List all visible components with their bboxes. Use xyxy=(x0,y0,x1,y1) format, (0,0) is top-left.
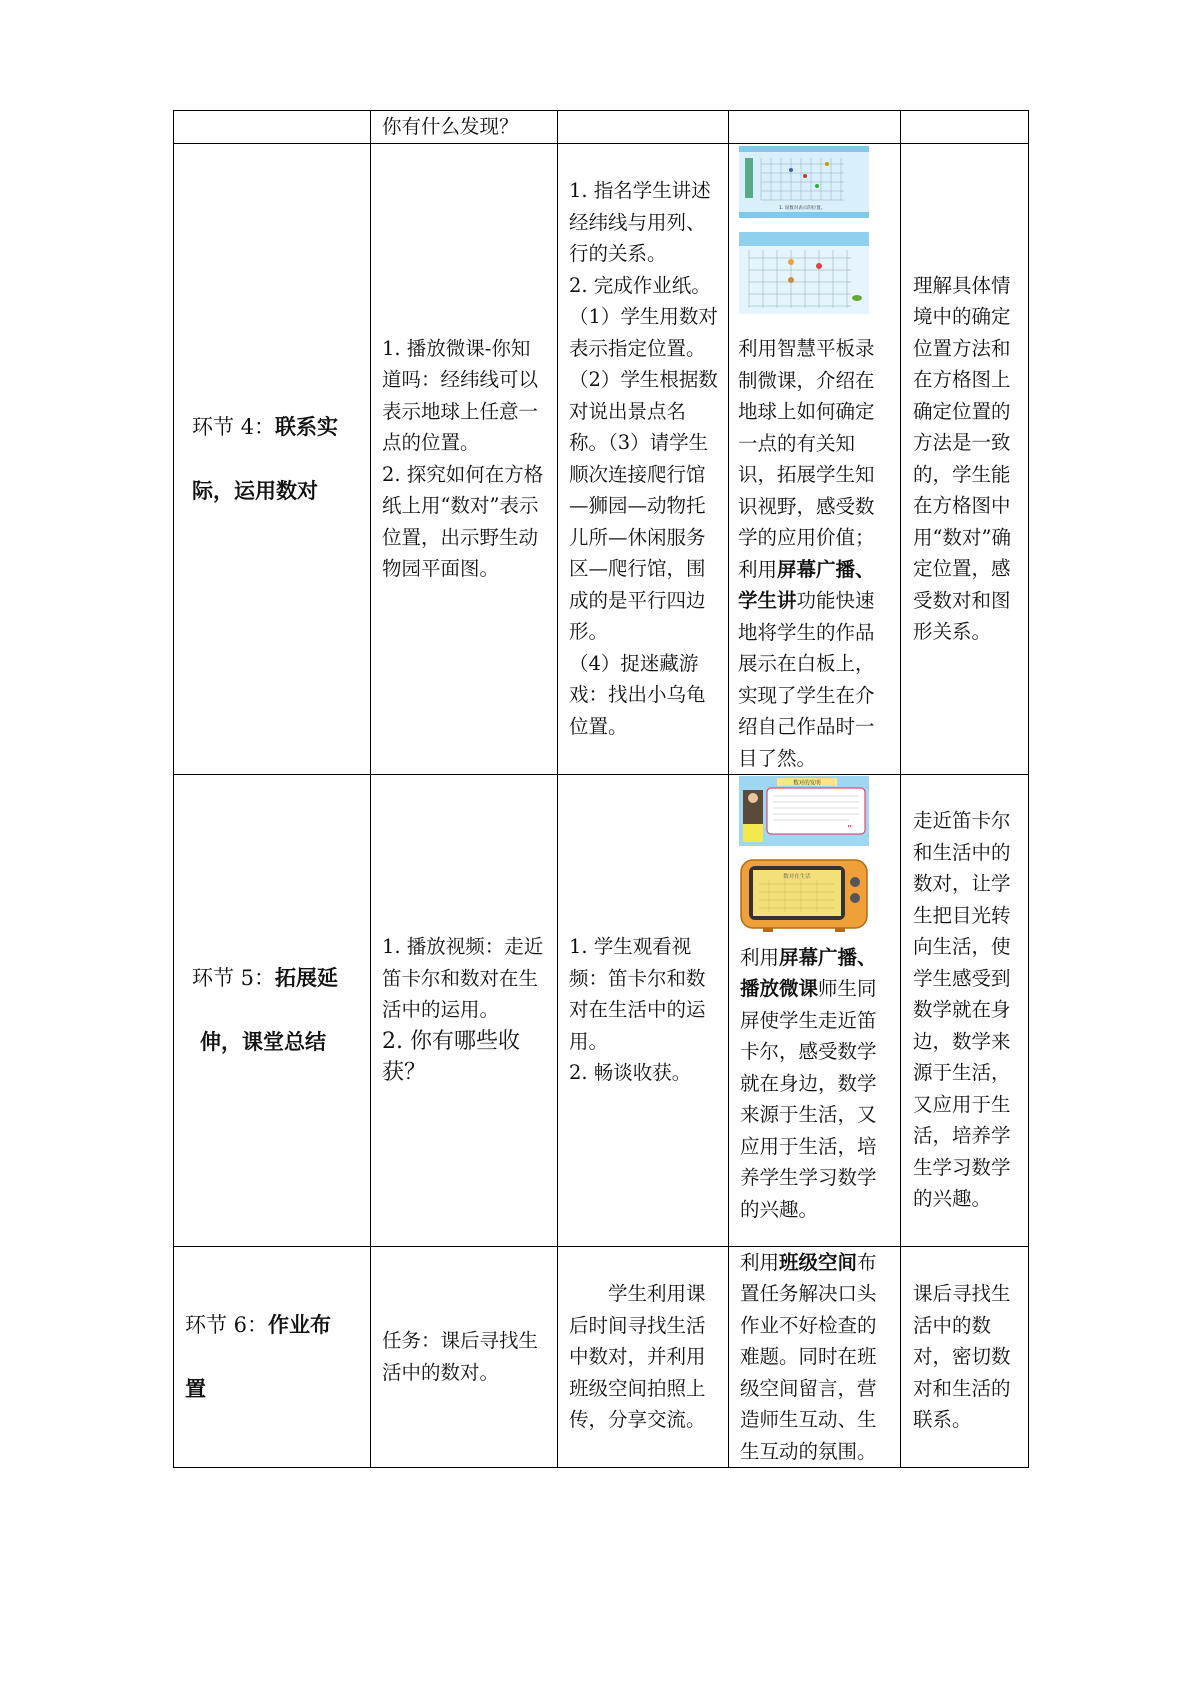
media-bold: 班级空间 xyxy=(779,1250,858,1274)
thumb3-title: 数对在生活 xyxy=(783,873,811,880)
slide-thumbnail-map xyxy=(739,232,869,314)
teacher-activity-cell xyxy=(371,774,558,1246)
media-cell xyxy=(729,111,901,144)
student-activity-cell xyxy=(558,1246,729,1468)
student-step: （4）捉迷藏游戏：找出小乌龟位置。 xyxy=(569,651,706,738)
student-activity-cell xyxy=(558,774,729,1246)
thumb2-title: 数对的发明 xyxy=(793,780,821,786)
stage-prefix: 环节 6： xyxy=(185,1312,269,1337)
media-text: 利用屏幕广播、播放微课师生同屏使学生走近笛卡尔，感受数学就在身边，数学来源于生活，又应用于生活，培养学生学习数学的兴趣。 xyxy=(740,945,877,1221)
student-activity-cell xyxy=(558,111,729,144)
student-step: 2. 完成作业纸。（1）学生用数对表示指定位置。（2）学生根据数对说出景点名称。（3）请学生顺次连接爬行馆—狮园—动物托儿所—休闲服务区—爬行馆，围成的是平行四边形。 xyxy=(569,273,718,643)
intent-cell xyxy=(901,111,1029,144)
student-step: 1. 指名学生讲述经纬线与用列、行的关系。 xyxy=(569,179,711,265)
student-step: 2. 畅谈收获。 xyxy=(569,1061,692,1085)
lesson-plan-table xyxy=(173,110,1029,1468)
stage-title: 作业布 xyxy=(268,1312,332,1337)
stage-title-cont: 伸，课堂总结 xyxy=(200,1030,326,1054)
stage-cell xyxy=(174,143,371,774)
teacher-step: 2. 你有哪些收获？ xyxy=(382,1028,520,1086)
teacher-step: 1. 播放视频：走近笛卡尔和数对在生活中的运用。 xyxy=(382,935,544,1022)
thumb1-caption: 1. 说数对表示的位置。 xyxy=(779,205,826,211)
stage-cell xyxy=(174,111,371,144)
intent-cell xyxy=(901,774,1029,1246)
stage-title: 拓展延 xyxy=(275,966,339,990)
media-text: 利用智慧平板录制微课，介绍在地球上如何确定一点的有关知识，拓展学生知识视野，感受数学的应用价值；利用屏幕广播、学生讲功能快速地将学生的作品展示在白板上，实现了学生在介绍自己作品时一目了然。 xyxy=(738,337,875,770)
stage-cell xyxy=(174,1246,371,1468)
intent-cell xyxy=(901,1246,1029,1468)
media-bold: 屏幕广播、学生讲 xyxy=(738,557,875,612)
media-text: 利用班级空间布置任务解决口头作业不好检查的难题。同时在班级空间留言，营造师生互动、生生互动的氛围。 xyxy=(740,1250,877,1463)
table-row xyxy=(174,774,1029,1246)
stage-title-cont: 置 xyxy=(185,1376,206,1401)
student-text: 学生利用课后时间寻找生活中数对，并利用班级空间拍照上传，分享交流。 xyxy=(569,1282,706,1431)
svg-text:”: ” xyxy=(847,823,853,835)
stage-cell xyxy=(174,774,371,1246)
intent-text: 课后寻找生活中的数对，密切数对和生活的联系。 xyxy=(913,1282,1011,1431)
table-row xyxy=(174,111,1029,144)
teacher-text: 任务：课后寻找生活中的数对。 xyxy=(382,1329,539,1384)
table-row xyxy=(174,1246,1029,1468)
stage-title-cont: 际，运用数对 xyxy=(192,478,318,503)
stage-prefix: 环节 4： xyxy=(192,414,276,439)
intent-text: 理解具体情境中的确定位置方法和在方格图上确定位置的方法是一致的，学生能在方格图中用“数对”确定位置，感受数对和图形关系。 xyxy=(913,273,1011,643)
slide-thumbnail-descartes xyxy=(739,776,869,846)
stage-title: 联系实 xyxy=(275,414,339,439)
slide-thumbnail-tv xyxy=(739,858,869,934)
intent-text: 走近笛卡尔和生活中的数对，让学生把目光转向生活，使学生感受到数学就在身边，数学来源于生活，又应用于生活，培养学生学习数学的兴趣。 xyxy=(913,809,1011,1211)
media-cell xyxy=(729,774,901,1246)
teacher-text: 你有什么发现？ xyxy=(382,115,519,138)
intent-cell xyxy=(901,143,1029,774)
student-step: 1. 学生观看视频：笛卡尔和数对在生活中的运用。 xyxy=(569,935,706,1053)
teacher-step: 2. 探究如何在方格纸上用“数对”表示位置，出示野生动物园平面图。 xyxy=(382,462,544,580)
student-activity-cell xyxy=(558,143,729,774)
teacher-activity-cell xyxy=(371,111,558,144)
teacher-step: 1. 播放微课-你知道吗：经纬线可以表示地球上任意一点的位置。 xyxy=(382,336,539,454)
slide-thumbnail-grid xyxy=(739,146,869,218)
stage-prefix: 环节 5： xyxy=(192,966,276,990)
teacher-activity-cell xyxy=(371,1246,558,1468)
media-cell xyxy=(729,1246,901,1468)
media-bold: 屏幕广播、播放微课 xyxy=(740,945,877,1000)
table-row xyxy=(174,143,1029,774)
teacher-activity-cell xyxy=(371,143,558,774)
